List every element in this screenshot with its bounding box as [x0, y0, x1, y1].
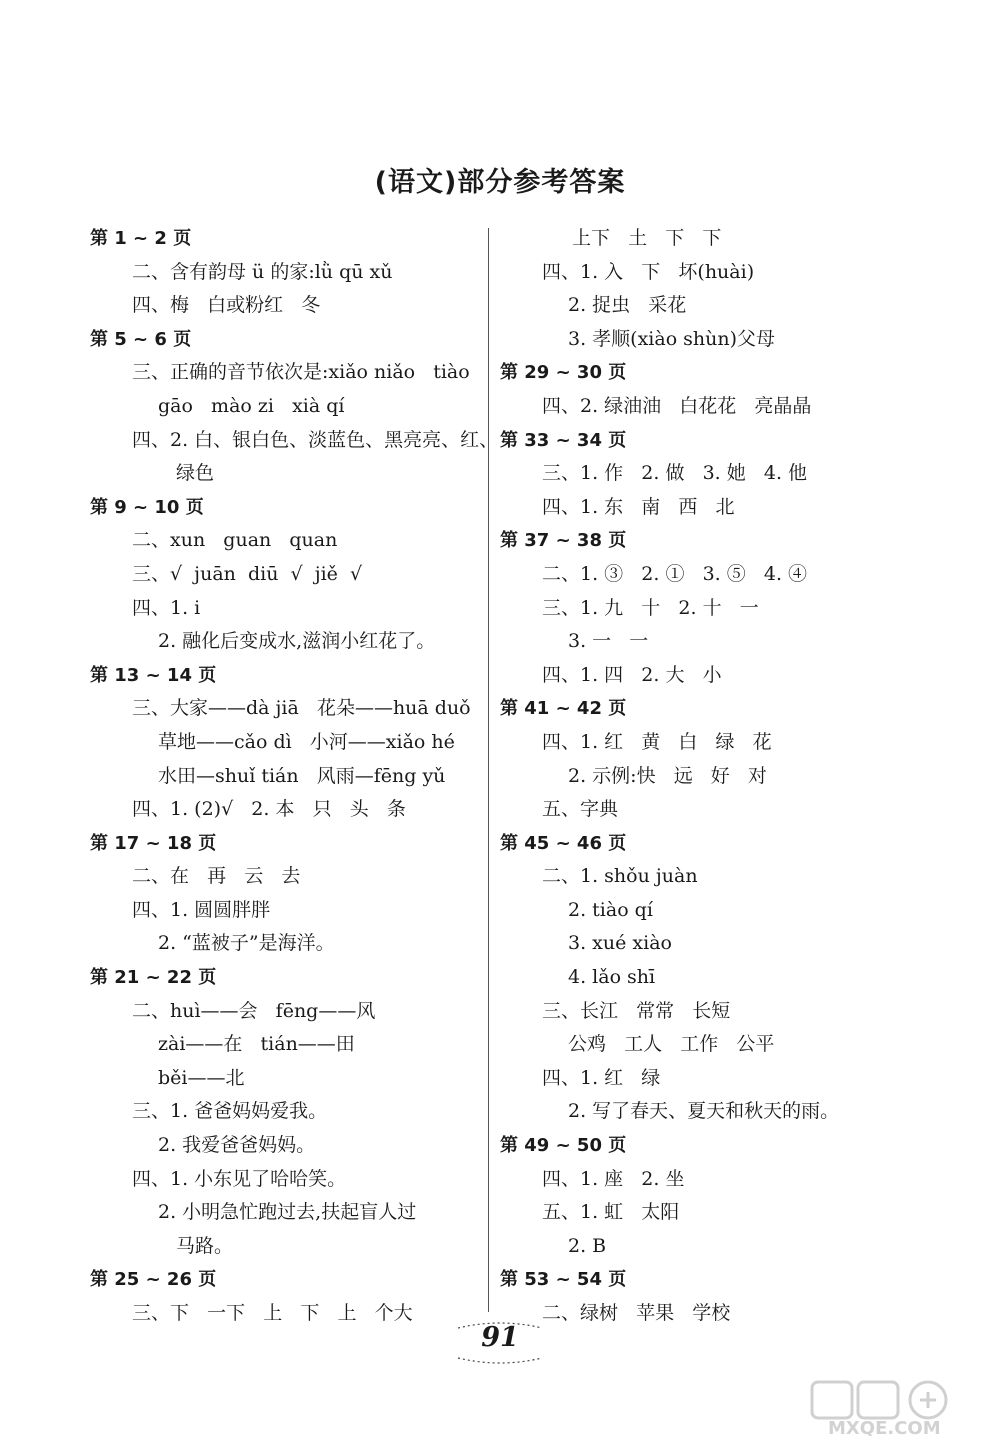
answer-line: 2. 示例:快 远 好 对	[568, 764, 767, 787]
answer-line: 四、1. 红 黄 白 绿 花	[542, 730, 772, 753]
answer-line: 四、1. (2)√ 2. 本 只 头 条	[132, 798, 406, 821]
answer-line: 2. 小明急忙跑过去,扶起盲人过	[158, 1201, 417, 1224]
section-heading: 第 49 ~ 50 页	[500, 1135, 627, 1157]
answer-line: gāo mào zi xià qí	[158, 394, 345, 417]
section-heading: 第 9 ~ 10 页	[90, 496, 204, 518]
answer-line: 3. 一 一	[568, 630, 649, 653]
answer-line: 四、梅 白或粉红 冬	[132, 294, 321, 317]
answer-line: 上下 土 下 下	[572, 227, 722, 249]
answer-line: 四、1. 东 南 西 北	[542, 495, 735, 518]
answer-line: běi——北	[158, 1066, 245, 1089]
answer-line: 2. 融化后变成水,滋润小红花了。	[158, 630, 436, 653]
section-heading: 第 1 ~ 2 页	[90, 228, 192, 249]
section-heading: 第 21 ~ 22 页	[90, 967, 217, 989]
answer-line: 四、2. 绿油油 白花花 亮晶晶	[542, 394, 812, 417]
answer-line: 二、含有韵母 ü 的家:lǜ qū xǔ	[132, 260, 393, 283]
answer-line: 三、正确的音节依次是:xiǎo niǎo tiào	[132, 361, 470, 384]
answer-line: 五、1. 虹 太阳	[542, 1201, 680, 1224]
answer-line: 3. 孝顺(xiào shùn)父母	[568, 327, 776, 350]
answer-line: 三、√ juān diū √ jiě √	[132, 562, 363, 585]
page-number: 91	[481, 1322, 519, 1353]
answer-line: 四、1. 座 2. 坐	[542, 1167, 685, 1190]
answer-line: 2. “蓝被子”是海洋。	[158, 932, 335, 955]
answer-line: 三、1. 爸爸妈妈爱我。	[132, 1100, 328, 1123]
answer-line: 三、下 一下 上 下 上 个大	[132, 1302, 413, 1324]
svg-text:MXQE.COM: MXQE.COM	[828, 1418, 941, 1436]
column-divider	[488, 228, 489, 1312]
left-answer-column	[90, 222, 499, 1331]
section-heading: 第 29 ~ 30 页	[500, 362, 627, 384]
section-heading: 第 17 ~ 18 页	[90, 832, 217, 854]
answer-line: 3. xué xiào	[568, 932, 672, 955]
answer-line: 四、1. i	[132, 596, 201, 619]
section-heading: 第 13 ~ 14 页	[90, 664, 217, 686]
answer-line: 二、在 再 云 去	[132, 865, 301, 888]
answer-line: 五、字典	[542, 798, 619, 821]
answer-line: 4. lǎo shī	[568, 966, 656, 989]
answer-line: 草地——cǎo dì 小河——xiǎo hé	[158, 730, 455, 753]
answer-line: 绿色	[176, 462, 215, 485]
answer-line: 二、1. shǒu juàn	[542, 865, 698, 888]
answer-line: 四、1. 小东见了哈哈笑。	[132, 1167, 347, 1190]
answer-line: 2. 写了春天、夏天和秋天的雨。	[568, 1100, 840, 1123]
answer-line: 二、xun guan quan	[132, 529, 338, 552]
answer-line: 马路。	[176, 1234, 234, 1257]
answer-line: 水田—shuǐ tián 风雨—fēng yǔ	[158, 764, 446, 787]
answer-line: 三、长江 常常 长短	[542, 999, 731, 1022]
section-heading: 第 53 ~ 54 页	[500, 1269, 627, 1291]
answer-line: 三、1. 作 2. 做 3. 她 4. 他	[542, 462, 808, 485]
section-heading: 第 37 ~ 38 页	[500, 530, 627, 552]
answer-line: 四、1. 圆圆胖胖	[132, 898, 271, 921]
right-answer-column	[500, 222, 890, 1331]
answer-line: 二、huì——会 fēng——风	[132, 999, 376, 1022]
answer-line: 四、2. 白、银白色、淡蓝色、黑亮亮、红、	[132, 428, 499, 451]
section-heading: 第 45 ~ 46 页	[500, 832, 627, 854]
page-title: (语文)部分参考答案	[374, 167, 626, 198]
answer-line: 三、大家——dà jiā 花朵——huā duǒ	[132, 697, 471, 720]
answer-line: 2. 我爱爸爸妈妈。	[158, 1134, 316, 1157]
section-heading: 第 25 ~ 26 页	[90, 1269, 217, 1291]
answer-line: 2. 捉虫 采花	[568, 294, 687, 317]
answer-line: 四、1. 入 下 坏(huài)	[542, 260, 755, 283]
answer-line: 公鸡 工人 工作 公平	[568, 1033, 775, 1056]
watermark-logo-icon	[808, 1380, 990, 1436]
answer-line: 三、1. 九 十 2. 十 一	[542, 596, 759, 619]
answer-line: 四、1. 四 2. 大 小	[542, 663, 722, 686]
answer-line: 2. B	[568, 1234, 607, 1257]
answer-line: 二、1. ③ 2. ① 3. ⑤ 4. ④	[542, 562, 808, 585]
section-heading: 第 33 ~ 34 页	[500, 429, 627, 451]
answer-line: zài——在 tián——田	[158, 1033, 355, 1056]
answer-line: 四、1. 红 绿	[542, 1066, 661, 1089]
answer-line: 2. tiào qí	[568, 898, 653, 921]
section-heading: 第 5 ~ 6 页	[90, 328, 192, 350]
section-heading: 第 41 ~ 42 页	[500, 698, 627, 720]
answer-line: 二、绿树 苹果 学校	[542, 1302, 731, 1324]
